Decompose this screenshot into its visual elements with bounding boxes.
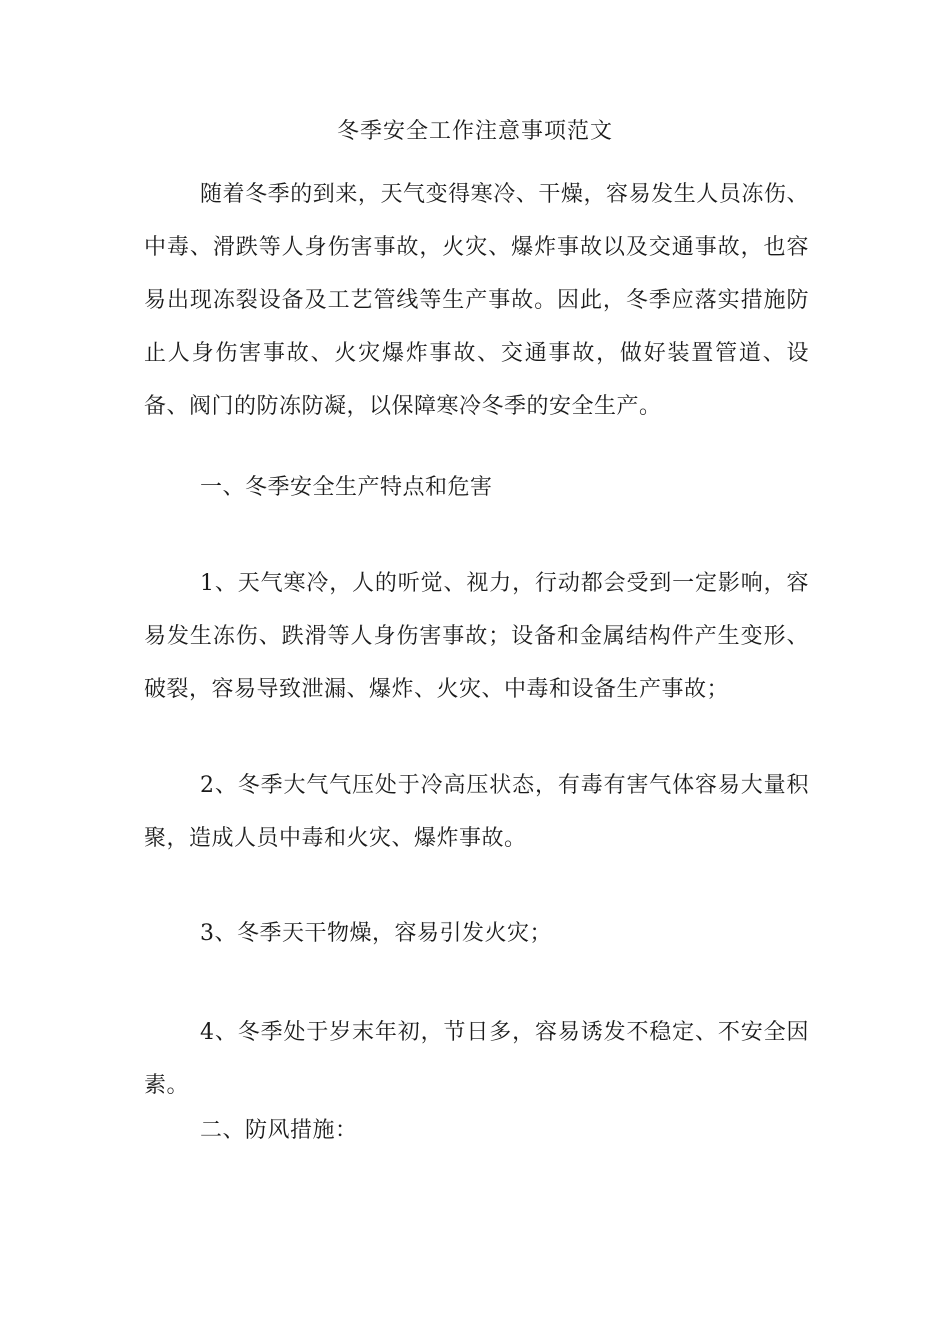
section-heading-2: 二、防风措施： (200, 1118, 358, 1143)
list-item-4: 4、冬季处于岁末年初，节日多，容易诱发不稳定、不安全因素。 (144, 1020, 809, 1098)
list-item-2: 2、冬季大气气压处于冷高压状态，有毒有害气体容易大量积聚，造成人员中毒和火灾、爆炸事故。 (144, 773, 809, 851)
list-item-3: 3、冬季天干物燥，容易引发火灾； (200, 921, 552, 946)
intro-paragraph: 随着冬季的到来，天气变得寒冷、干燥，容易发生人员冻伤、中毒、滑跌等人身伤害事故，火灾、爆炸事故以及交通事故，也容易出现冻裂设备及工艺管线等生产事故。因此，冬季应落实措施防止人身伤害事故、火灾爆炸事故、交通事故，做好装置管道、设备、阀门的防冻防凝，以保障寒冷冬季的安全生产。 (144, 182, 809, 419)
list-item-1: 1、天气寒冷，人的听觉、视力，行动都会受到一定影响，容易发生冻伤、跌滑等人身伤害事故；设备和金属结构件产生变形、破裂，容易导致泄漏、爆炸、火灾、中毒和设备生产事故； (144, 571, 809, 702)
document-title: 冬季安全工作注意事项范文 (336, 119, 613, 144)
section-heading-1: 一、冬季安全生产特点和危害 (200, 475, 493, 500)
